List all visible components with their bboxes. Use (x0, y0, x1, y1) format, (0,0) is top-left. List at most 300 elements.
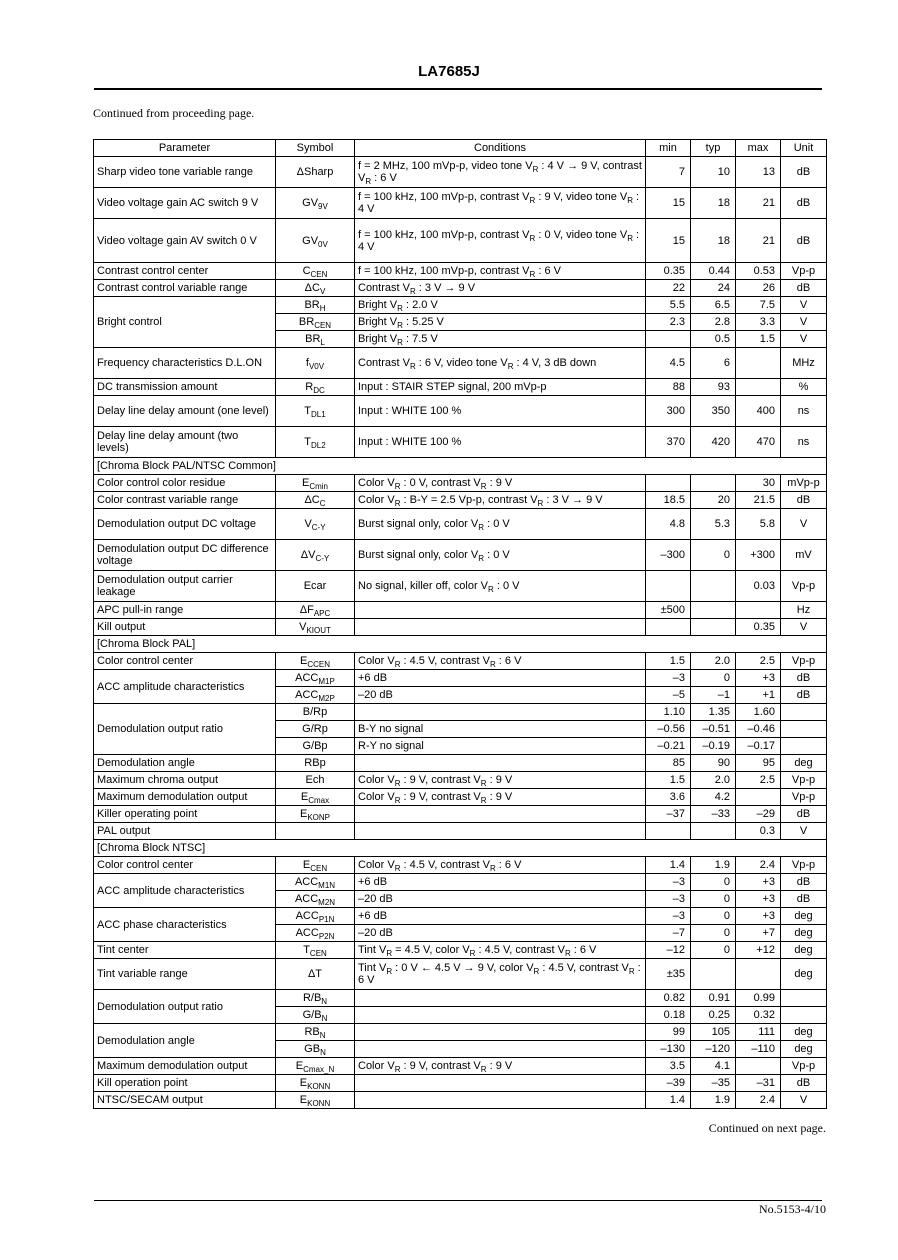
typ-cell: 24 (691, 280, 736, 297)
conditions-cell: Tint $V_R$ : 0 V ← 4.5 V → 9 V, color $V_R$ : 4.5 V, contrast $V_R$ : 6 V (355, 959, 646, 990)
min-cell: 99 (646, 1024, 691, 1041)
unit-cell: dB (781, 670, 827, 687)
table-row (94, 297, 827, 314)
unit-cell: Vp-p (781, 772, 827, 789)
typ-cell: 2.8 (691, 314, 736, 331)
typ-cell: 4.1 (691, 1058, 736, 1075)
min-cell: 370 (646, 427, 691, 458)
min-cell (646, 331, 691, 348)
symbol-cell: $ACC_{M2N}$ (276, 891, 355, 908)
parameter-cell: APC pull-in range (94, 602, 276, 619)
min-cell: –3 (646, 891, 691, 908)
typ-cell: 5.3 (691, 509, 736, 540)
conditions-cell (355, 704, 646, 721)
table-row (94, 653, 827, 670)
typ-cell: 0.5 (691, 331, 736, 348)
table-row (94, 1058, 827, 1075)
symbol-cell: B/Rp (276, 704, 355, 721)
conditions-cell (355, 1007, 646, 1024)
min-cell: –3 (646, 908, 691, 925)
conditions-cell (355, 1041, 646, 1058)
symbol-cell: $\Delta C_V$ (276, 280, 355, 297)
header-rule (94, 88, 822, 90)
unit-cell: MHz (781, 348, 827, 379)
unit-cell (781, 738, 827, 755)
max-cell: 0.32 (736, 1007, 781, 1024)
section-row (94, 636, 827, 653)
max-cell: 21.5 (736, 492, 781, 509)
min-cell: 3.6 (646, 789, 691, 806)
min-cell: ±500 (646, 602, 691, 619)
parameter-cell: Delay line delay amount (two levels) (94, 427, 276, 458)
parameter-cell: Sharp video tone variable range (94, 157, 276, 188)
symbol-cell: $\Delta C_C$ (276, 492, 355, 509)
symbol-cell: $E_{KONP}$ (276, 806, 355, 823)
conditions-cell: Burst signal only, color $V_R$ : 0 V (355, 540, 646, 571)
unit-cell: deg (781, 1024, 827, 1041)
parameter-cell: DC transmission amount (94, 379, 276, 396)
symbol-cell: $E_{Cmin}$ (276, 475, 355, 492)
typ-cell: 0 (691, 670, 736, 687)
section-label: [Chroma Block PAL] (94, 636, 827, 653)
conditions-cell: Burst signal only, color $V_R$ : 0 V (355, 509, 646, 540)
symbol-cell: G/Rp (276, 721, 355, 738)
min-cell: –300 (646, 540, 691, 571)
min-cell: –3 (646, 670, 691, 687)
typ-cell: 105 (691, 1024, 736, 1041)
max-cell: –0.46 (736, 721, 781, 738)
unit-cell: % (781, 379, 827, 396)
parameter-cell: PAL output (94, 823, 276, 840)
max-cell (736, 602, 781, 619)
typ-cell (691, 475, 736, 492)
unit-cell: Vp-p (781, 263, 827, 280)
min-cell: –3 (646, 874, 691, 891)
col-header-min: min (646, 140, 691, 157)
symbol-cell: Ecar (276, 571, 355, 602)
symbol-cell: $RB_N$ (276, 1024, 355, 1041)
conditions-cell: Bright $V_R$ : 2.0 V (355, 297, 646, 314)
typ-cell: 10 (691, 157, 736, 188)
table-row (94, 670, 827, 687)
unit-cell: deg (781, 942, 827, 959)
conditions-cell: –20 dB (355, 687, 646, 704)
footer-rule (94, 1200, 822, 1201)
symbol-cell: $V_{KIOUT}$ (276, 619, 355, 636)
typ-cell (691, 959, 736, 990)
min-cell: –37 (646, 806, 691, 823)
unit-cell: mVp-p (781, 475, 827, 492)
table-row (94, 1024, 827, 1041)
max-cell (736, 959, 781, 990)
unit-cell (781, 1007, 827, 1024)
typ-cell: 0 (691, 874, 736, 891)
symbol-cell: $\Delta V_{C-Y}$ (276, 540, 355, 571)
symbol-cell: $T_{DL2}$ (276, 427, 355, 458)
parameter-cell: Maximum demodulation output (94, 789, 276, 806)
unit-cell: mV (781, 540, 827, 571)
typ-cell: 0 (691, 540, 736, 571)
typ-cell: 1.35 (691, 704, 736, 721)
typ-cell: –0.19 (691, 738, 736, 755)
table-row (94, 475, 827, 492)
parameter-cell: Demodulation output DC difference voltage (94, 540, 276, 571)
min-cell: 0.35 (646, 263, 691, 280)
max-cell: 3.3 (736, 314, 781, 331)
unit-cell: V (781, 1092, 827, 1109)
unit-cell: ns (781, 427, 827, 458)
max-cell: –110 (736, 1041, 781, 1058)
min-cell: ±35 (646, 959, 691, 990)
typ-cell: 0.91 (691, 990, 736, 1007)
max-cell: 21 (736, 188, 781, 219)
parameter-cell: Color control color residue (94, 475, 276, 492)
col-header-conditions: Conditions (355, 140, 646, 157)
parameter-cell: Tint variable range (94, 959, 276, 990)
parameter-cell: Kill operation point (94, 1075, 276, 1092)
conditions-cell: +6 dB (355, 908, 646, 925)
min-cell: 85 (646, 755, 691, 772)
min-cell: 300 (646, 396, 691, 427)
conditions-cell: B-Y no signal (355, 721, 646, 738)
max-cell: 30 (736, 475, 781, 492)
conditions-cell (355, 1092, 646, 1109)
min-cell: 1.10 (646, 704, 691, 721)
min-cell: 3.5 (646, 1058, 691, 1075)
unit-cell: Vp-p (781, 653, 827, 670)
min-cell: 5.5 (646, 297, 691, 314)
table-row (94, 772, 827, 789)
conditions-cell: Color $V_R$ : 9 V, contrast $V_R$ : 9 V (355, 772, 646, 789)
table-row (94, 571, 827, 602)
unit-cell: deg (781, 1041, 827, 1058)
table-row (94, 492, 827, 509)
max-cell: 13 (736, 157, 781, 188)
unit-cell: V (781, 297, 827, 314)
conditions-cell: +6 dB (355, 874, 646, 891)
conditions-cell (355, 823, 646, 840)
col-header-symbol: Symbol (276, 140, 355, 157)
col-header-parameter: Parameter (94, 140, 276, 157)
unit-cell: dB (781, 492, 827, 509)
min-cell (646, 619, 691, 636)
unit-cell: Hz (781, 602, 827, 619)
max-cell: 21 (736, 219, 781, 263)
typ-cell: 2.0 (691, 772, 736, 789)
section-label: [Chroma Block PAL/NTSC Common] (94, 458, 827, 475)
max-cell (736, 379, 781, 396)
parameter-cell: Demodulation angle (94, 1024, 276, 1058)
parameter-cell: Contrast control variable range (94, 280, 276, 297)
typ-cell: 93 (691, 379, 736, 396)
min-cell: 1.4 (646, 857, 691, 874)
symbol-cell: $R/B_N$ (276, 990, 355, 1007)
unit-cell: dB (781, 157, 827, 188)
table-row (94, 280, 827, 297)
symbol-cell: $ACC_{M1P}$ (276, 670, 355, 687)
symbol-cell: $V_{C-Y}$ (276, 509, 355, 540)
table-row (94, 823, 827, 840)
symbol-cell: $E_{Cmax\_N}$ (276, 1058, 355, 1075)
symbol-cell: $E_{Cmax}$ (276, 789, 355, 806)
unit-cell (781, 721, 827, 738)
unit-cell: V (781, 314, 827, 331)
symbol-cell: $E_{CEN}$ (276, 857, 355, 874)
symbol-cell: $BR_{CEN}$ (276, 314, 355, 331)
table-row (94, 959, 827, 990)
symbol-cell: $\Delta F_{APC}$ (276, 602, 355, 619)
symbol-cell: $T_{CEN}$ (276, 942, 355, 959)
parameter-cell: Bright control (94, 297, 276, 348)
unit-cell: dB (781, 806, 827, 823)
parameter-cell: ACC phase characteristics (94, 908, 276, 942)
symbol-cell: $E_{KONN}$ (276, 1092, 355, 1109)
unit-cell: dB (781, 1075, 827, 1092)
parameter-cell: Demodulation output carrier leakage (94, 571, 276, 602)
typ-cell: 1.9 (691, 857, 736, 874)
typ-cell: 6.5 (691, 297, 736, 314)
table-row (94, 396, 827, 427)
typ-cell: –33 (691, 806, 736, 823)
table-row (94, 509, 827, 540)
max-cell: +1 (736, 687, 781, 704)
min-cell: 1.4 (646, 1092, 691, 1109)
conditions-cell: +6 dB (355, 670, 646, 687)
parameter-cell: Delay line delay amount (one level) (94, 396, 276, 427)
max-cell: 0.99 (736, 990, 781, 1007)
symbol-cell: $GV_{0V}$ (276, 219, 355, 263)
min-cell: 2.3 (646, 314, 691, 331)
conditions-cell (355, 1024, 646, 1041)
unit-cell: dB (781, 891, 827, 908)
unit-cell: Vp-p (781, 857, 827, 874)
unit-cell: V (781, 509, 827, 540)
parameter-cell: Demodulation output DC voltage (94, 509, 276, 540)
min-cell: –39 (646, 1075, 691, 1092)
max-cell: 7.5 (736, 297, 781, 314)
conditions-cell: R-Y no signal (355, 738, 646, 755)
unit-cell (781, 704, 827, 721)
min-cell (646, 475, 691, 492)
table-row (94, 219, 827, 263)
typ-cell: 6 (691, 348, 736, 379)
table-row (94, 789, 827, 806)
parameter-cell: NTSC/SECAM output (94, 1092, 276, 1109)
conditions-cell (355, 1075, 646, 1092)
typ-cell: 0 (691, 942, 736, 959)
table-row (94, 1092, 827, 1109)
unit-cell: V (781, 823, 827, 840)
max-cell: –29 (736, 806, 781, 823)
conditions-cell: –20 dB (355, 891, 646, 908)
parameter-cell: Contrast control center (94, 263, 276, 280)
symbol-cell: $BR_H$ (276, 297, 355, 314)
table-row (94, 188, 827, 219)
conditions-cell: Input : WHITE 100 % (355, 427, 646, 458)
spec-table-header (94, 140, 827, 157)
parameter-cell: Color control center (94, 653, 276, 670)
typ-cell: 18 (691, 188, 736, 219)
max-cell: 2.5 (736, 772, 781, 789)
typ-cell (691, 602, 736, 619)
typ-cell: 2.0 (691, 653, 736, 670)
unit-cell: dB (781, 280, 827, 297)
symbol-cell: Ech (276, 772, 355, 789)
parameter-cell: Video voltage gain AC switch 9 V (94, 188, 276, 219)
min-cell: –7 (646, 925, 691, 942)
min-cell: 88 (646, 379, 691, 396)
min-cell: 15 (646, 188, 691, 219)
typ-cell: 18 (691, 219, 736, 263)
parameter-cell: Killer operating point (94, 806, 276, 823)
symbol-cell: $ACC_{P1N}$ (276, 908, 355, 925)
parameter-cell: ACC amplitude characteristics (94, 874, 276, 908)
max-cell: –0.17 (736, 738, 781, 755)
parameter-cell: Color contrast variable range (94, 492, 276, 509)
table-row (94, 427, 827, 458)
conditions-cell: Color $V_R$ : B-Y = 2.5 Vp-p, contrast $V_R$ : 3 V → 9 V (355, 492, 646, 509)
max-cell: 0.53 (736, 263, 781, 280)
min-cell: 4.5 (646, 348, 691, 379)
max-cell: 5.8 (736, 509, 781, 540)
conditions-cell (355, 619, 646, 636)
max-cell: –31 (736, 1075, 781, 1092)
min-cell: 4.8 (646, 509, 691, 540)
typ-cell: 0 (691, 908, 736, 925)
max-cell: 470 (736, 427, 781, 458)
min-cell: 15 (646, 219, 691, 263)
parameter-cell: Color control center (94, 857, 276, 874)
max-cell (736, 1058, 781, 1075)
unit-cell: Vp-p (781, 571, 827, 602)
symbol-cell: RBp (276, 755, 355, 772)
section-row (94, 840, 827, 857)
page-number: No.5153-4/10 (759, 1202, 826, 1216)
typ-cell: 420 (691, 427, 736, 458)
table-row (94, 942, 827, 959)
min-cell: –0.21 (646, 738, 691, 755)
typ-cell (691, 571, 736, 602)
conditions-cell (355, 806, 646, 823)
min-cell: 1.5 (646, 772, 691, 789)
typ-cell: 90 (691, 755, 736, 772)
symbol-cell: $ACC_{M1N}$ (276, 874, 355, 891)
max-cell: +3 (736, 874, 781, 891)
conditions-cell: Color $V_R$ : 0 V, contrast $V_R$ : 9 V (355, 475, 646, 492)
min-cell: 7 (646, 157, 691, 188)
max-cell: 400 (736, 396, 781, 427)
parameter-cell: Maximum demodulation output (94, 1058, 276, 1075)
unit-cell: dB (781, 219, 827, 263)
max-cell: +3 (736, 891, 781, 908)
table-row (94, 540, 827, 571)
parameter-cell: Maximum chroma output (94, 772, 276, 789)
spec-table-body (94, 157, 827, 1109)
conditions-cell: Contrast $V_R$ : 3 V → 9 V (355, 280, 646, 297)
typ-cell: 0 (691, 925, 736, 942)
table-row (94, 755, 827, 772)
max-cell: 1.5 (736, 331, 781, 348)
unit-cell: dB (781, 874, 827, 891)
symbol-cell: ΔT (276, 959, 355, 990)
conditions-cell: Tint $V_R = 4.5$ V, color $V_R$ : 4.5 V, contrast $V_R$ : 6 V (355, 942, 646, 959)
min-cell: 18.5 (646, 492, 691, 509)
conditions-cell: –20 dB (355, 925, 646, 942)
typ-cell (691, 823, 736, 840)
typ-cell: –0.51 (691, 721, 736, 738)
max-cell: 1.60 (736, 704, 781, 721)
table-row (94, 990, 827, 1007)
symbol-cell: $ACC_{M2P}$ (276, 687, 355, 704)
conditions-cell: f = 2 MHz, 100 mVp-p, video tone $V_R$ : 4 V → 9 V, contrast $V_R$ : 6 V (355, 157, 646, 188)
spec-table (93, 139, 827, 1109)
max-cell: 2.5 (736, 653, 781, 670)
table-row (94, 379, 827, 396)
max-cell: 0.35 (736, 619, 781, 636)
symbol-cell: $f_{V0V}$ (276, 348, 355, 379)
min-cell: 1.5 (646, 653, 691, 670)
conditions-cell: Input : WHITE 100 % (355, 396, 646, 427)
max-cell: +300 (736, 540, 781, 571)
min-cell (646, 571, 691, 602)
symbol-cell: ΔSharp (276, 157, 355, 188)
typ-cell: 0.25 (691, 1007, 736, 1024)
min-cell: –0.56 (646, 721, 691, 738)
section-label: [Chroma Block NTSC] (94, 840, 827, 857)
symbol-cell: $E_{CCEN}$ (276, 653, 355, 670)
max-cell: +3 (736, 908, 781, 925)
typ-cell (691, 619, 736, 636)
conditions-cell: Color $V_R$ : 9 V, contrast $V_R$ : 9 V (355, 1058, 646, 1075)
parameter-cell: ACC amplitude characteristics (94, 670, 276, 704)
table-row (94, 857, 827, 874)
unit-cell: deg (781, 925, 827, 942)
min-cell: –130 (646, 1041, 691, 1058)
max-cell: 2.4 (736, 857, 781, 874)
continued-from-note: Continued from proceeding page. (93, 106, 255, 120)
min-cell: –5 (646, 687, 691, 704)
typ-cell: 1.9 (691, 1092, 736, 1109)
parameter-cell: Video voltage gain AV switch 0 V (94, 219, 276, 263)
unit-cell: Vp-p (781, 789, 827, 806)
min-cell: –12 (646, 942, 691, 959)
min-cell: 22 (646, 280, 691, 297)
min-cell: 0.82 (646, 990, 691, 1007)
max-cell: +3 (736, 670, 781, 687)
typ-cell: –120 (691, 1041, 736, 1058)
symbol-cell: $T_{DL1}$ (276, 396, 355, 427)
table-row (94, 806, 827, 823)
parameter-cell: Demodulation output ratio (94, 704, 276, 755)
unit-cell: Vp-p (781, 1058, 827, 1075)
conditions-cell: Color $V_R$ : 4.5 V, contrast $V_R$ : 6 V (355, 857, 646, 874)
unit-cell: deg (781, 908, 827, 925)
conditions-cell: f = 100 kHz, 100 mVp-p, contrast $V_R$ : 6 V (355, 263, 646, 280)
col-header-typ: typ (691, 140, 736, 157)
symbol-cell (276, 823, 355, 840)
unit-cell: dB (781, 188, 827, 219)
max-cell: +7 (736, 925, 781, 942)
min-cell (646, 823, 691, 840)
table-row (94, 1075, 827, 1092)
unit-cell: ns (781, 396, 827, 427)
symbol-cell: $ACC_{P2N}$ (276, 925, 355, 942)
unit-cell: deg (781, 755, 827, 772)
parameter-cell: Frequency characteristics D.L.ON (94, 348, 276, 379)
max-cell: 2.4 (736, 1092, 781, 1109)
typ-cell: –1 (691, 687, 736, 704)
table-row (94, 874, 827, 891)
